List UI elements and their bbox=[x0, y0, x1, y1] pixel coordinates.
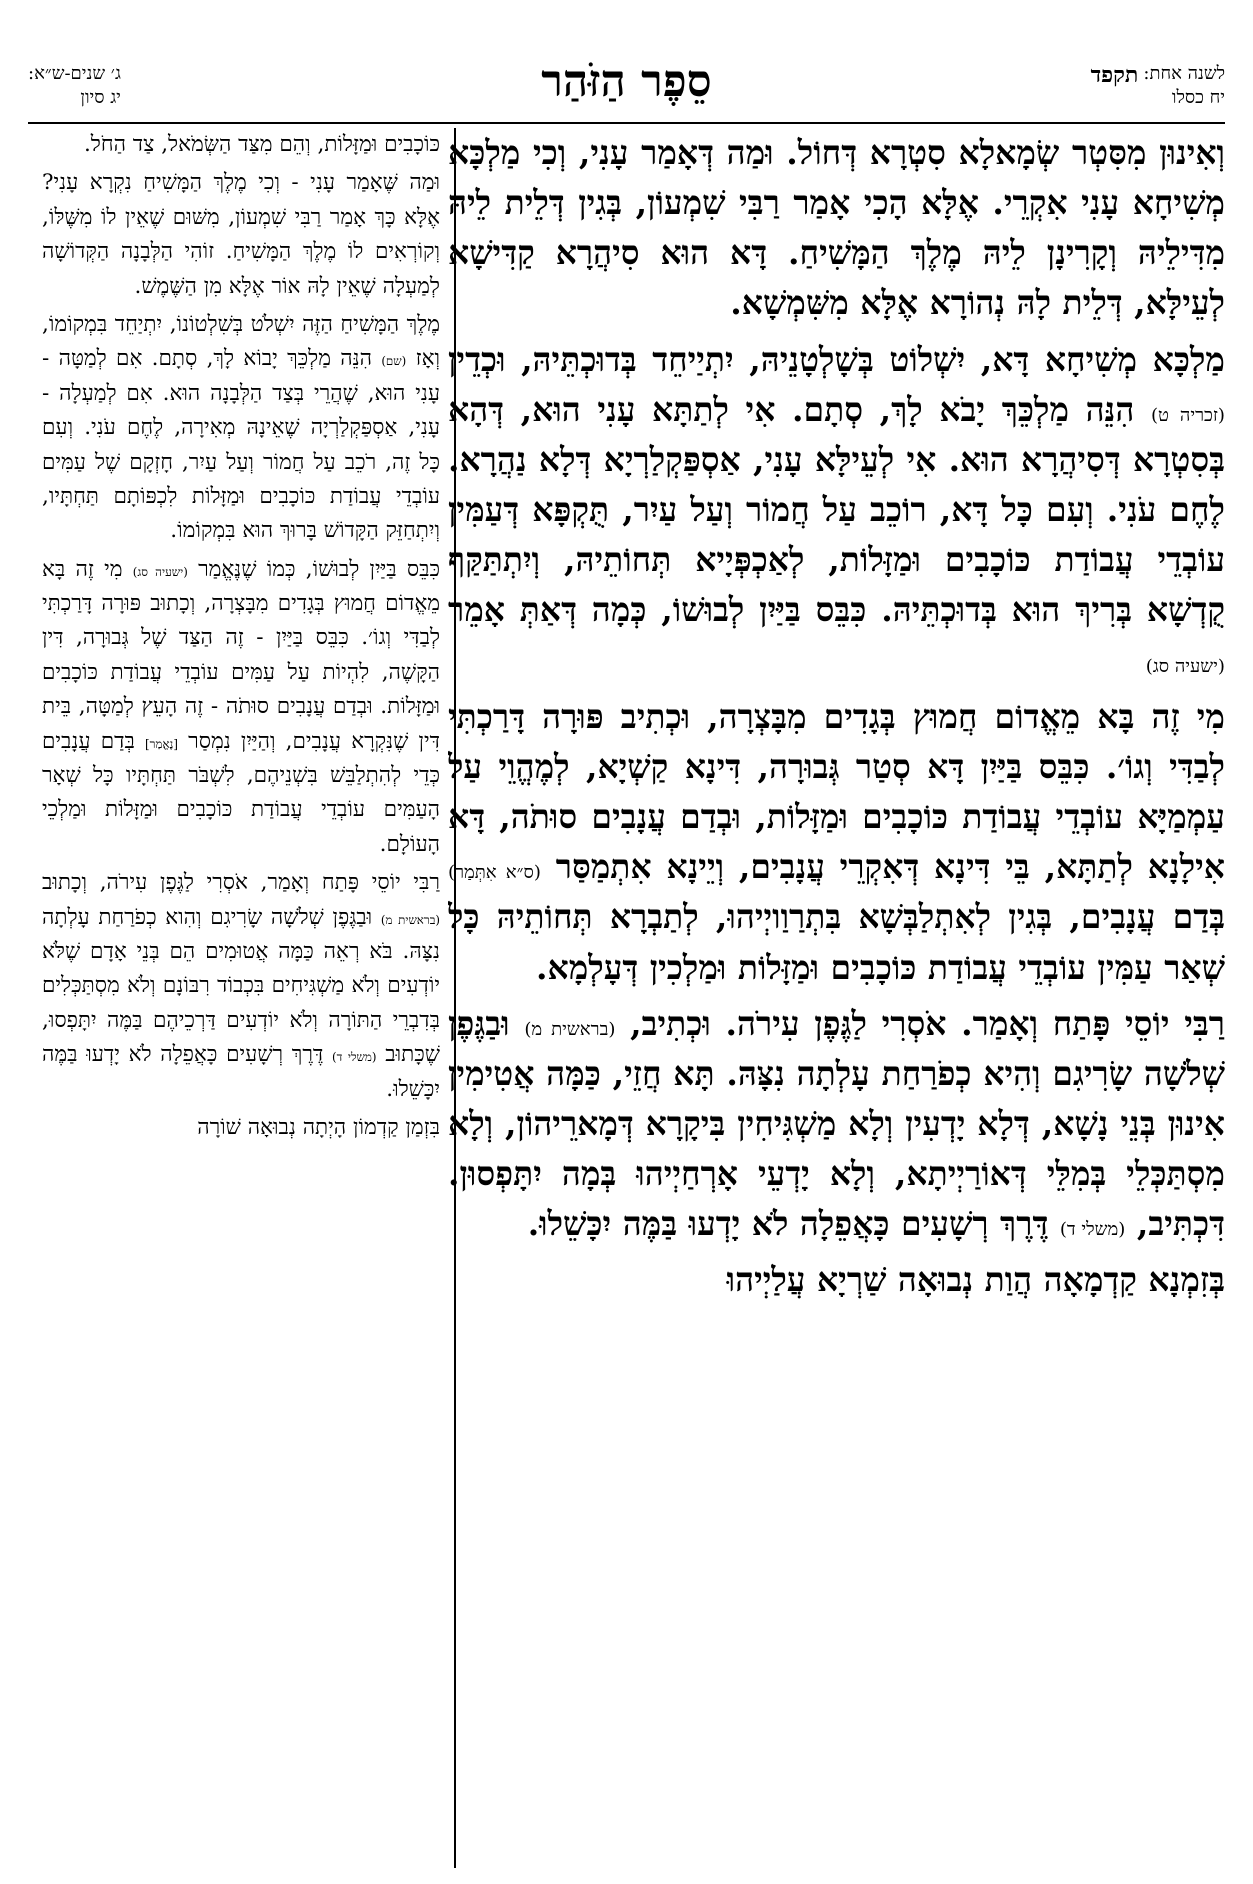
main-p3-text: מִי זֶה בָּא מֵאֱדוֹם חֲמוּץ בְּגָדִים מִבָּצְרָה, וּכְתִיב פּוּרָה דָּרַכְתִּי לְבַדִּי וְגוֹ׳. כִּבֵּס בַּיַּיִן דָּא סְטַר גְּבוּרָה, דִּינָא קַשְׁיָא, לְמֶהֱוֵי עַל עַמְמַיָּא עוֹבְדֵי עֲבוֹדַת כּוֹכָבִים וּמַזָּלוֹת, וּבְדַם עֲנָבִים סוּתֹה, דָּא אִילָנָא לְתַתָּא, בֵּי דִּינָא דְּאִקְרֵי עֲנָבִים, וְיֵינָא אִתְמַסַּר bbox=[448, 696, 1225, 887]
main-column-aramaic bbox=[448, 128, 1225, 1868]
book-title: סֵפֶר הַזֹּהַר bbox=[541, 56, 712, 107]
source-ref: [נֶאֱמַר] bbox=[145, 736, 178, 751]
main-paragraph-4 bbox=[448, 999, 1225, 1250]
side-p6-text: בִּזְמַן קַדְמוֹן הָיְתָה נְבוּאָה שׁוֹרָה bbox=[197, 1114, 440, 1140]
side-p3-text-cont: הִנֵּה מַלְכֵּךְ יָבוֹא לָךְ, סְתָם. אִם לְמַטָּה - עָנִי הוּא, שֶׁהֲרֵי בְּצַד הַלְּבָנָה הוּא. אִם לְמַעְלָה - עָנִי, אַסְפַּקְלַרְיָה שֶׁאֵינָהּ מְאִירָה, לֶחֶם עֹנִי. וְעִם כָּל זֶה, רֹכֵב עַל חֲמוֹר וְעַל עַיִר, חָזְקָם שֶׁל עַמִּים עוֹבְדֵי עֲבוֹדַת כּוֹכָבִים וּמַזָּלוֹת לִכְפּוֹתָם תַּחְתָּיו, וְיִתְחַזֵּק הַקָּדוֹשׁ בָּרוּךְ הוּא בִּמְקוֹמוֹ. bbox=[42, 346, 440, 544]
side-p4-text: כִּבֵּס בַּיַּיִן לְבוּשׁוֹ, כְּמוֹ שֶׁנֶּאֱמַר bbox=[198, 556, 440, 582]
left-line-1: ג׳ שנים-ש״א: bbox=[28, 63, 121, 84]
main-p4-text-end: דֶּרֶךְ רְשָׁעִים כָּאֲפֵלָה לֹא יָדְעוּ בַּמֶּה יִכָּשֵׁלוּ. bbox=[527, 1204, 1049, 1244]
main-p3-text-cont: בְּדַם עֲנָבִים, בְּגִין לְאִתְלַבְּשָׁא בִּתְרַוַויְיהוּ, לְתַבְרָא תְּחוֹתֵיהּ כָּל שְׁאַר עַמִּין עוֹבְדֵי עֲבוֹדַת כּוֹכָבִים וּמַזָּלוֹת וּמַלְכִין דְּעָלְמָא. bbox=[448, 897, 1225, 987]
side-p2-text: וּמַה שֶּׁאָמַר עָנִי - וְכִי מֶלֶךְ הַמָּשִׁיחַ נִקְרָא עָנִי? אֶלָּא כָּךְ אָמַר רַבִּי שִׁמְעוֹן, מִשּׁוּם שֶׁאֵין לוֹ מִשֶּׁלּוֹ, וְקוֹרְאִים לוֹ מֶלֶךְ הַמָּשִׁיחַ. זוֹהִי הַלְּבָנָה הַקְּדוֹשָׁה לְמַעְלָה שֶׁאֵין לָהּ אוֹר אֶלָּא מִן הַשֶּׁמֶשׁ. bbox=[42, 170, 440, 299]
side-p5-text-end: דֶּרֶךְ רְשָׁעִים כָּאֲפֵלָה לֹא יָדְעוּ בַּמֶּה יִכָּשֵׁלוּ. bbox=[42, 1042, 440, 1102]
main-p5-text: בְּזִמְנָא קַדְמָאָה הֲוַת נְבוּאָה שַׁרְיָא עֲלַיְיהוּ bbox=[726, 1260, 1225, 1300]
side-paragraph-6 bbox=[42, 1111, 440, 1145]
main-p2-text: מַלְכָּא מְשִׁיחָא דָּא, יִשְׁלוֹט בְּשָׁלְטָנֵיהּ, יִתְיַיחֵד בְּדוּכְתֵּיהּ, וּכְדֵין bbox=[448, 339, 1225, 379]
side-paragraph-1 bbox=[42, 128, 440, 162]
side-paragraph-2 bbox=[42, 166, 440, 304]
side-p3-text: מֶלֶךְ הַמָּשִׁיחַ הַזֶּה יִשְׁלֹט בְּשִׁלְטוֹנוֹ, יִתְיַחֵד בִּמְקוֹמוֹ, וְאָז bbox=[42, 311, 440, 372]
side-p4-text-cont: מִי זֶה בָּא מֵאֱדוֹם חֲמוּץ בְּגָדִים מִבָּצְרָה, וְכָתוּב פּוּרָה דָּרַכְתִּי לְבַדִּי וְגוֹ׳. כִּבֵּס בַּיַּיִן - זֶה הַצַּד שֶׁל גְּבוּרָה, דִּין הַקָּשֶׁה, לִהְיוֹת עַל עַמִּים עוֹבְדֵי עֲבוֹדַת כּוֹכָבִים וּמַזָּלוֹת. וּבְדַם עֲנָבִים סוּתֹה - זֶה הָעֵץ לְמַטָּה, בֵּית דִּין שֶׁנִּקְרָא עֲנָבִים, וְהַיַּיִן נִמְסַר bbox=[42, 556, 440, 754]
schedule-line-2: יח כסלו bbox=[1171, 87, 1225, 108]
source-ref: (שם) bbox=[381, 354, 407, 369]
side-paragraph-5 bbox=[42, 866, 440, 1107]
side-p5-text-cont: וּבַגֶּפֶן שְׁלֹשָׁה שָׂרִיגִם וְהִוא כְפֹרַחַת עָלְתָה נִצָּהּ. בֹּא רְאֵה כַּמָּה אֲטוּמִים הֵם בְּנֵי אָדָם שֶׁלֹּא יוֹדְעִים וְלֹא מַשְׁגִּיחִים בִּכְבוֹד רִבּוֹנָם וְלֹא מִסְתַּכְּלִים בְּדִבְרֵי הַתּוֹרָה וְלֹא יוֹדְעִים דַּרְכֵיהֶם בַּמֶּה יִתָּפְסוּ, שֶׁכָּתוּב bbox=[42, 904, 440, 1068]
main-p1-text: וְאִינוּן מִסִּטְר שְׂמָאלָא סִטְרָא דְּחוֹל. וּמַה דְּאָמַר עָנִי, וְכִי מַלְכָּא מְשִׁיחָא עָנִי אִקְרֵי. אֶלָּא הָכִי אָמַר רַבִּי שִׁמְעוֹן, בְּגִין דְּלֵית לֵיהּ מִדִּילֵיהּ וְקָרִינָן לֵיהּ מֶלֶךְ הַמָּשִׁיחַ. דָּא הוּא סִיהֲרָא קַדִּישָׁא לְעֵילָּא, דְּלֵית לָהּ נְהוֹרָא אֶלָּא מִשִּׁמְשָׁא. bbox=[448, 133, 1225, 323]
side-p1-text: כּוֹכָבִים וּמַזָּלוֹת, וְהֵם מִצַּד הַשְּׂמֹאל, צַד הַחֹל. bbox=[83, 132, 440, 157]
page-header bbox=[28, 56, 1225, 136]
source-ref: (משלי ד) bbox=[1059, 1219, 1126, 1241]
main-p4-text: רַבִּי יוֹסֵי פָּתַח וְאָמַר. אֹסְרִי לַגֶּפֶן עִירֹה. וּכְתִיב, bbox=[630, 1003, 1225, 1043]
header-left bbox=[28, 62, 121, 110]
side-p5-text: רַבִּי יוֹסֵי פָּתַח וְאָמַר, אֹסְרִי לַגֶּפֶן עִירֹה, וְכָתוּב bbox=[42, 870, 440, 896]
side-p4-text-end: בְּדַם עֲנָבִים כְּדֵי לְהִתְלַבֵּשׁ בִּשְׁנֵיהֶם, לִשְׁבֹּר תַּחְתָּיו כָּל שְׁאָר הָעַמִּים עוֹבְדֵי עֲבוֹדַת כּוֹכָבִים וּמַזָּלוֹת וּמַלְכֵי הָעוֹלָם. bbox=[42, 728, 440, 857]
source-ref: (משלי ד) bbox=[332, 1050, 377, 1065]
main-p4-text-cont: וּבַגֶּפֶן שְׁלֹשָׁה שָׂרִיגִם וְהִיא כְפֹרַחַת עָלְתָה נִצָּהּ. תָּא חֲזֵי, כַּמָּה אֲטִימִין אִינוּן בְּנֵי נָשָׁא, דְּלָא יָדְעִין וְלָא מַשְׁגִּיחִין בִּיקָרָא דְּמָארֵיהוֹן, וְלָא מִסְתַּכְּלֵי בְּמִלֵּי דְּאוֹרַיְיתָא, וְלָא יָדְעֵי אָרְחַיְיהוּ בְּמָה יִתָּפְסוּן. דִּכְתִּיב, bbox=[448, 1003, 1225, 1244]
source-ref: (בראשית מ) bbox=[524, 1018, 616, 1040]
source-ref: (בראשית מ) bbox=[380, 912, 440, 927]
header-rule bbox=[28, 122, 1225, 124]
source-ref: (זכריה ט) bbox=[1150, 404, 1225, 426]
main-paragraph-3 bbox=[448, 692, 1225, 993]
source-ref: (ישעיה סג) bbox=[132, 564, 188, 579]
main-p2-text-cont: הִנֵּה מַלְכֵּךְ יָבֹא לָךְ, סְתָם. אִי לְתַתָּא עָנִי הוּא, דְּהָא בְּסִטְרָא דְּסִיהֲרָא הוּא. אִי לְעֵילָּא עָנִי, אַסְפַּקְלַרְיָא דְּלָא נַהֲרָא. לֶחֶם עֹנִי. וְעִם כָּל דָּא, רוֹכֵב עַל חֲמוֹר וְעַל עַיִר, תֻּקְפָּא דְּעַמִּין עוֹבְדֵי עֲבוֹדַת כּוֹכָבִים וּמַזָּלוֹת, לְאַכְפְּיָיא תְּחוֹתֵיהּ, וְיִתְתַּקַּף קֻדְשָׁא בְּרִיךְ הוּא בְּדוּכְתֵּיהּ. כִּבֵּס בַּיַּיִן לְבוּשׁוֹ, כְּמָה דְּאַתְּ אָמֵר bbox=[448, 389, 1225, 630]
main-paragraph-1 bbox=[448, 128, 1225, 329]
side-paragraph-3 bbox=[42, 308, 440, 549]
left-line-2: יג סיון bbox=[80, 87, 121, 108]
side-paragraph-4 bbox=[42, 553, 440, 863]
side-column-translation bbox=[42, 128, 440, 1868]
main-paragraph-2 bbox=[448, 335, 1225, 686]
source-ref: (ס״א אִתְּמַר) bbox=[448, 862, 541, 884]
page-number: תקפד bbox=[1090, 62, 1139, 88]
schedule-line-1: לשנה אחת: bbox=[1143, 63, 1225, 84]
column-divider bbox=[454, 128, 456, 1868]
main-paragraph-5 bbox=[448, 1255, 1225, 1305]
source-ref: (ישעיה סג) bbox=[1145, 655, 1225, 677]
